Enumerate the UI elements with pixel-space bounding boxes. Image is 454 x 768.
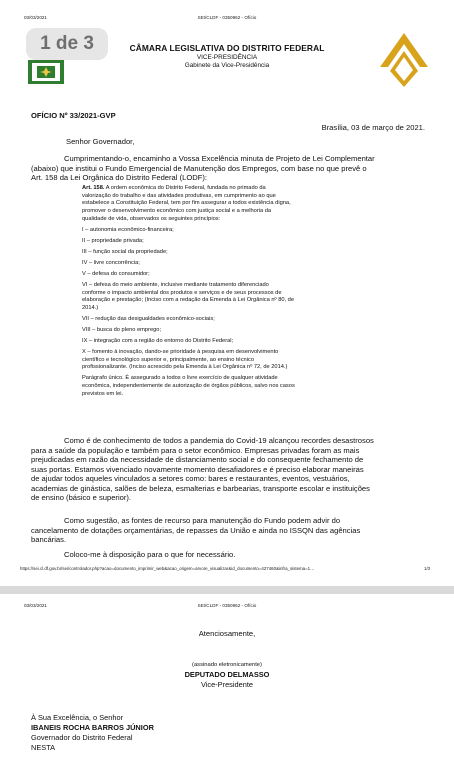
- recipient-name: IBANEIS ROCHA BARROS JÚNIOR: [31, 723, 154, 732]
- print-sei-ref: SEI/CLDF - 0350962 - Ofício: [197, 603, 257, 608]
- article-item-ix: IX – integração com a região do entorno do Distrito Federal;: [82, 337, 234, 344]
- recipient-location: NESTA: [31, 743, 56, 752]
- article-item-vii: VII – redução das desigualdades econômico-sociais;: [82, 315, 215, 322]
- article-line: A ordem econômica do Distrito Federal, fundada no primado da: [105, 185, 266, 191]
- article-line: qualidade de vida, observados os seguintes princípios:: [82, 215, 221, 222]
- print-date: 03/03/2021: [24, 15, 47, 20]
- organization-title: CÂMARA LEGISLATIVA DO DISTRITO FEDERAL: [129, 43, 325, 53]
- intro-line-2: (abaixo) que institui o Fundo Emergencial de Manutenção dos Empregos, com base no que prevê o: [31, 163, 367, 173]
- print-sei-ref: SEI/CLDF - 0350962 - Ofício: [197, 15, 257, 20]
- pandemic-line-2: para a saúde da população e também para o setor econômico. Empresas privadas foram as mais: [31, 445, 360, 455]
- pandemic-line-4: suas portas. Estamos vivenciado novamente momento desafiadores e é preciso elaborar maneiras: [31, 464, 364, 474]
- article-item-vi: 2014.): [82, 304, 99, 311]
- article-item-x: X – fomento à inovação, dando-se prioridade à pesquisa em desenvolvimento: [82, 348, 279, 355]
- article-item-x: profissionalizante. (Inciso acrescido pela Emenda à Lei Orgânica nº 72, de 2014.): [82, 364, 288, 371]
- article-item-vi: conforme o impacto ambiental dos produtos e serviços e de seus processos de: [82, 289, 282, 296]
- page-count-badge: 1 de 3: [26, 28, 108, 60]
- organization-office: Gabinete da Vice-Presidência: [184, 62, 270, 69]
- article-item-vi: VI – defesa do meio ambiente, inclusive mediante tratamento diferenciado: [82, 281, 269, 288]
- oficio-number: OFÍCIO Nº 33/2021-GVP: [31, 111, 116, 120]
- pandemic-line-6: academias de ginástica, salões de beleza, esmalterias e barbearias, transporte escolar e instituições: [31, 483, 370, 493]
- suggestion-line-2: cancelamento de dotações orçamentárias, de repasses da União e ainda no ISSQN das agências: [31, 525, 361, 535]
- pandemic-line-7: de ensino (básico e superior).: [31, 493, 132, 502]
- article-item: II – propriedade privada;: [82, 237, 144, 244]
- pandemic-line-3: prejudicadas em razão da necessidade de distanciamento social e do consequente fechamento de: [31, 455, 364, 464]
- article-item: I – autonomia econômico-financeira;: [82, 226, 174, 233]
- suggestion-line-3: bancárias.: [31, 535, 67, 544]
- recipient-title: Governador do Distrito Federal: [31, 733, 133, 742]
- footer-url: https://sei.cl.df.gov.br/sei/controlador.php?acao=documento_imprimir_web&acao_origem=arvore_visualizar&id_documento=427460&infra_sistema=1…: [20, 566, 315, 571]
- article-paragraph: econômica, independentemente de autorização de órgãos públicos, salvo nos casos: [82, 383, 295, 390]
- article-item: V – defesa do consumidor;: [82, 270, 150, 277]
- intro-line-3: Art. 158 da Lei Orgânica do Distrito Federal (LODF):: [31, 173, 207, 182]
- article-item: III – função social da propriedade;: [82, 248, 168, 255]
- article-line: valorização do trabalho e das atividades produtivas, em cumprimento ao que: [82, 192, 276, 199]
- recipient-line: À Sua Excelência, o Senhor: [31, 713, 124, 722]
- signer-name: DEPUTADO DELMASSO: [184, 670, 270, 679]
- article-item-vi: elaboração e prestação; (Inciso com a redação da Emenda à Lei Orgânica nº 80, de: [82, 297, 295, 304]
- article-line: promover o desenvolvimento econômico com justiça social e a melhoria da: [82, 208, 272, 215]
- pandemic-line-5: de ajudar todos aqueles vinculados a setores como: bares e restaurantes, eventos, vestuários,: [31, 474, 350, 483]
- place-date: Brasília, 03 de março de 2021.: [321, 123, 425, 132]
- article-paragraph: Parágrafo único. É assegurado a todos o livre exercício de qualquer atividade: [82, 375, 278, 382]
- closing-sentence: Coloco-me à disposição para o que for necessário.: [64, 550, 236, 559]
- article-158-quote: [82, 185, 412, 398]
- regards: Atenciosamente,: [198, 629, 256, 638]
- article-line: estabelece a Constituição Federal, tem por fim assegurar a todos existência digna,: [82, 200, 291, 207]
- pandemic-line-1: Como é de conhecimento de todos a pandemia do Covid-19 alcançou recordes desastrosos: [64, 436, 374, 445]
- article-item: IV – livre concorrência;: [82, 259, 140, 266]
- article-item-x: científico e tecnológico superior e, principalmente, ao ensino técnico: [82, 356, 254, 363]
- article-paragraph: previstos em lei.: [82, 390, 124, 397]
- signature-note: (assinado eletronicamente): [192, 662, 262, 668]
- article-item-viii: VIII – busca do pleno emprego;: [82, 326, 162, 333]
- suggestion-line-1: Como sugestão, as fontes de recurso para manutenção do Fundo podem advir do: [64, 516, 341, 525]
- article-label: Art. 158.: [82, 185, 105, 191]
- print-date: 03/03/2021: [24, 603, 47, 608]
- intro-line-1: Cumprimentando-o, encaminho a Vossa Excelência minuta de Projeto de Lei Complementar: [64, 154, 375, 163]
- signer-role: Vice-Presidente: [200, 680, 254, 689]
- organization-subtitle: VICE-PRESIDÊNCIA: [196, 54, 258, 61]
- document-page-2: [0, 594, 454, 768]
- footer-page-number: 1/3: [424, 566, 431, 571]
- salutation: Senhor Governador,: [66, 137, 135, 146]
